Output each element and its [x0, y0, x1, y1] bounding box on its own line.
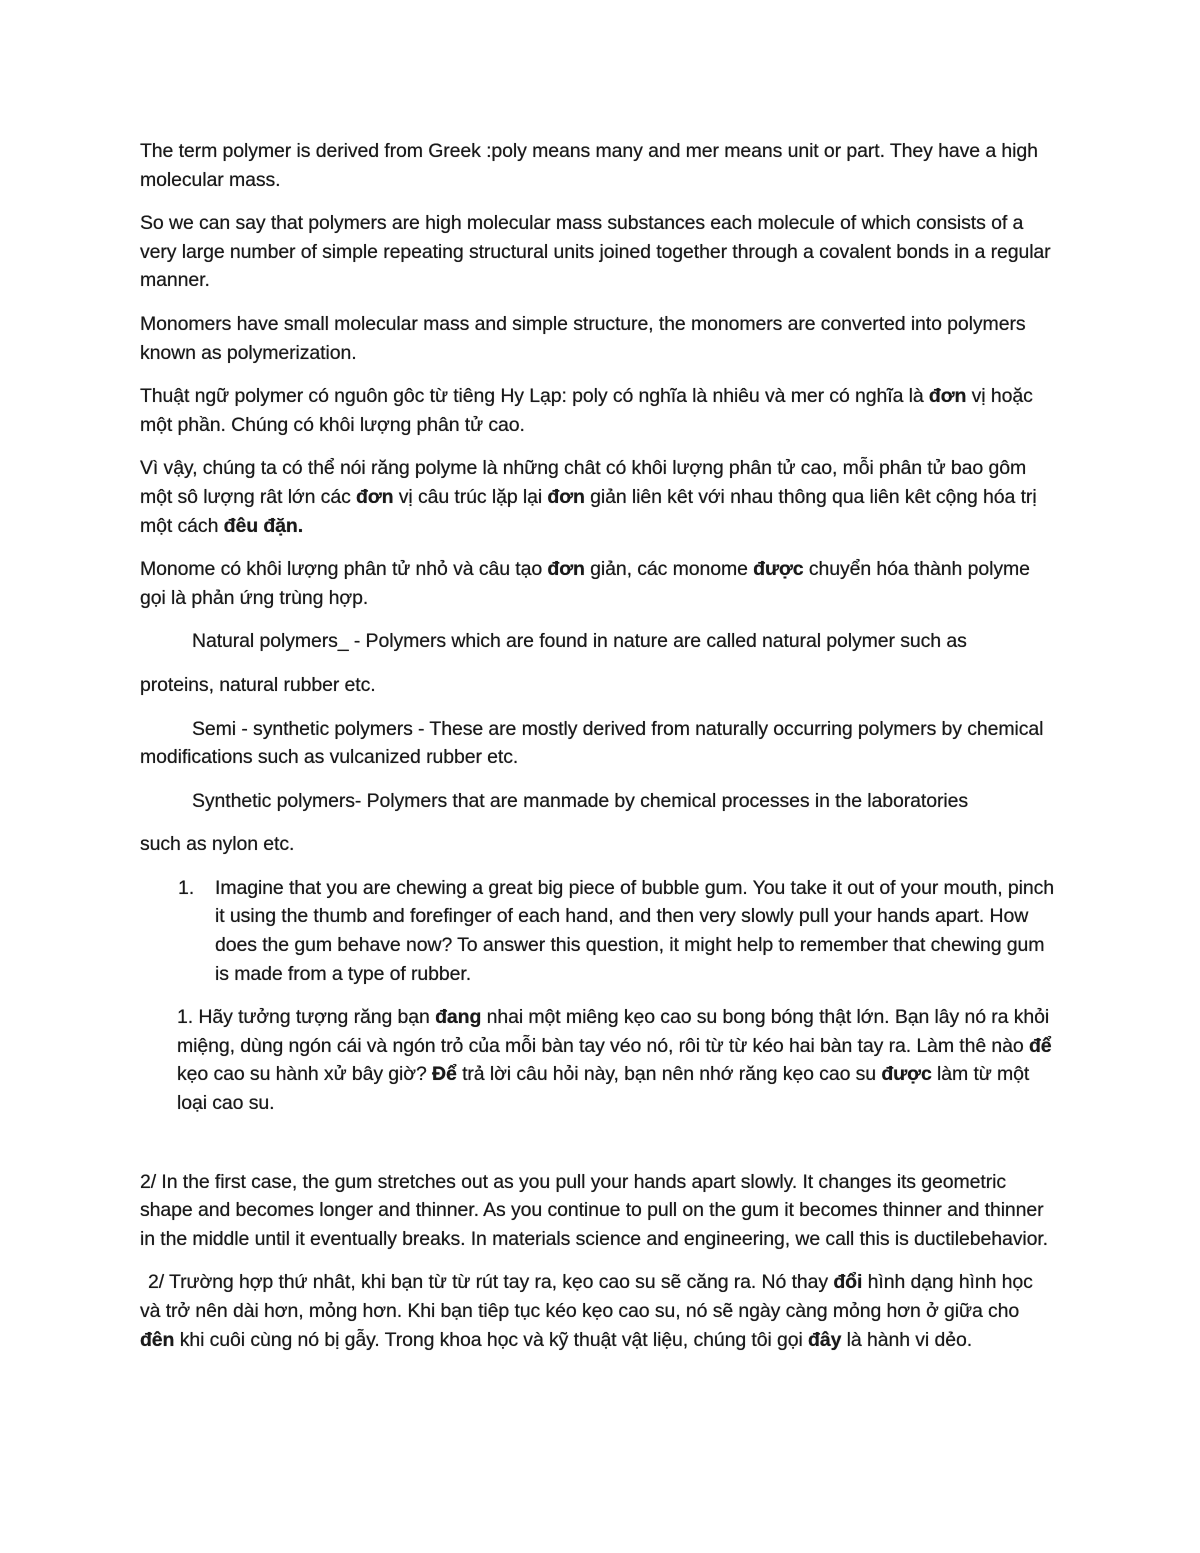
- paragraph-monome-vi: Monome có khôi lượng phân tử nhỏ và câu tạo đơn giản, các monome được chuyển hóa thành polyme gọi là phản ứng trùng hợp.: [140, 558, 1030, 609]
- paragraph-synthetic-polymers: Synthetic polymers- Polymers that are manmade by chemical processes in the laboratories: [192, 789, 968, 812]
- paragraph-such-as-nylon: such as nylon etc.: [140, 833, 295, 856]
- paragraph-polymer-definition-en: The term polymer is derived from Greek :poly means many and mer means unit or part. They have a high molecular mass.: [140, 140, 1038, 191]
- paragraph-vi-vay-polyme-vi: Vì vậy, chúng ta có thể nói răng polyme là những chât có khôi lượng phân tử cao, mỗi phân tử bao gôm một sô lượng rât lớn các đơn vị câu trúc lặp lại đơn giản liên kêt với nhau thông qua liên kêt cộng hóa trị một cách đêu đặn.: [140, 457, 1037, 537]
- list-item-number: 1.: [178, 876, 195, 899]
- list-item-text-bubble-gum-en: Imagine that you are chewing a great big piece of bubble gum. You take it out of your mouth, pinch it using the thumb and forefinger of each hand, and then very slowly pull your hands apart. How does the gum behave now? To answer this question, it might help to remember that chewing gum is made from a type of rubber.: [215, 876, 1055, 985]
- paragraph-high-molecular-mass-en: So we can say that polymers are high molecular mass substances each molecule of which consists of a very large number of simple repeating structural units joined together through a covalent bonds in a regular manner.: [140, 212, 1051, 292]
- paragraph-monomers-en: Monomers have small molecular mass and simple structure, the monomers are converted into polymers known as polymerization.: [140, 312, 1026, 364]
- numbered-list-item-bubble-gum: [140, 874, 1054, 988]
- paragraph-thuat-ngu-polymer-vi: Thuật ngữ polymer có nguôn gôc từ tiêng Hy Lạp: poly có nghĩa là nhiêu và mer có nghĩa là đơn vị hoặc một phần. Chúng có khôi lượng phân tử cao.: [140, 385, 1033, 436]
- paragraph-semi-synthetic-polymers: Semi - synthetic polymers - These are mostly derived from naturally occurring polymers by chemical modifications such as vulcanized rubber etc.: [140, 717, 1044, 769]
- paragraph-bubble-gum-vi: 1. Hãy tưởng tượng răng bạn đang nhai một miêng kẹo cao su bong bóng thật lớn. Bạn lây nó ra khỏi miệng, dùng ngón cái và ngón trỏ của mỗi bàn tay véo nó, rôi từ từ kéo hai bàn tay ra. Làm thê nào để kẹo cao su hành xử bây giờ? Để trả lời câu hỏi này, bạn nên nhớ răng kẹo cao su được làm từ một loại cao su.: [177, 1006, 1052, 1115]
- document-content: [140, 137, 1054, 1369]
- paragraph-first-case-en: 2/ In the first case, the gum stretches out as you pull your hands apart slowly. It changes its geometric shape and becomes longer and thinner. As you continue to pull on the gum it becomes thinner and thinner in the middle until it eventually breaks. In materials science and engineering, we call this is ductilebehavior.: [140, 1170, 1048, 1250]
- paragraph-natural-polymers: Natural polymers_ - Polymers which are found in nature are called natural polymer such as: [192, 630, 967, 653]
- paragraph-proteins-rubber: proteins, natural rubber etc.: [140, 673, 376, 696]
- paragraph-truong-hop-vi: 2/ Trường hợp thứ nhât, khi bạn từ từ rút tay ra, kẹo cao su sẽ căng ra. Nó thay đổi hình dạng hình học và trở nên dài hơn, mỏng hơn. Khi bạn tiêp tục kéo kẹo cao su, nó sẽ ngày càng mỏng hơn ở giữa cho đên khi cuôi cùng nó bị gẫy. Trong khoa học và kỹ thuật vật liệu, chúng tôi gọi đây là hành vi dẻo.: [140, 1271, 1033, 1351]
